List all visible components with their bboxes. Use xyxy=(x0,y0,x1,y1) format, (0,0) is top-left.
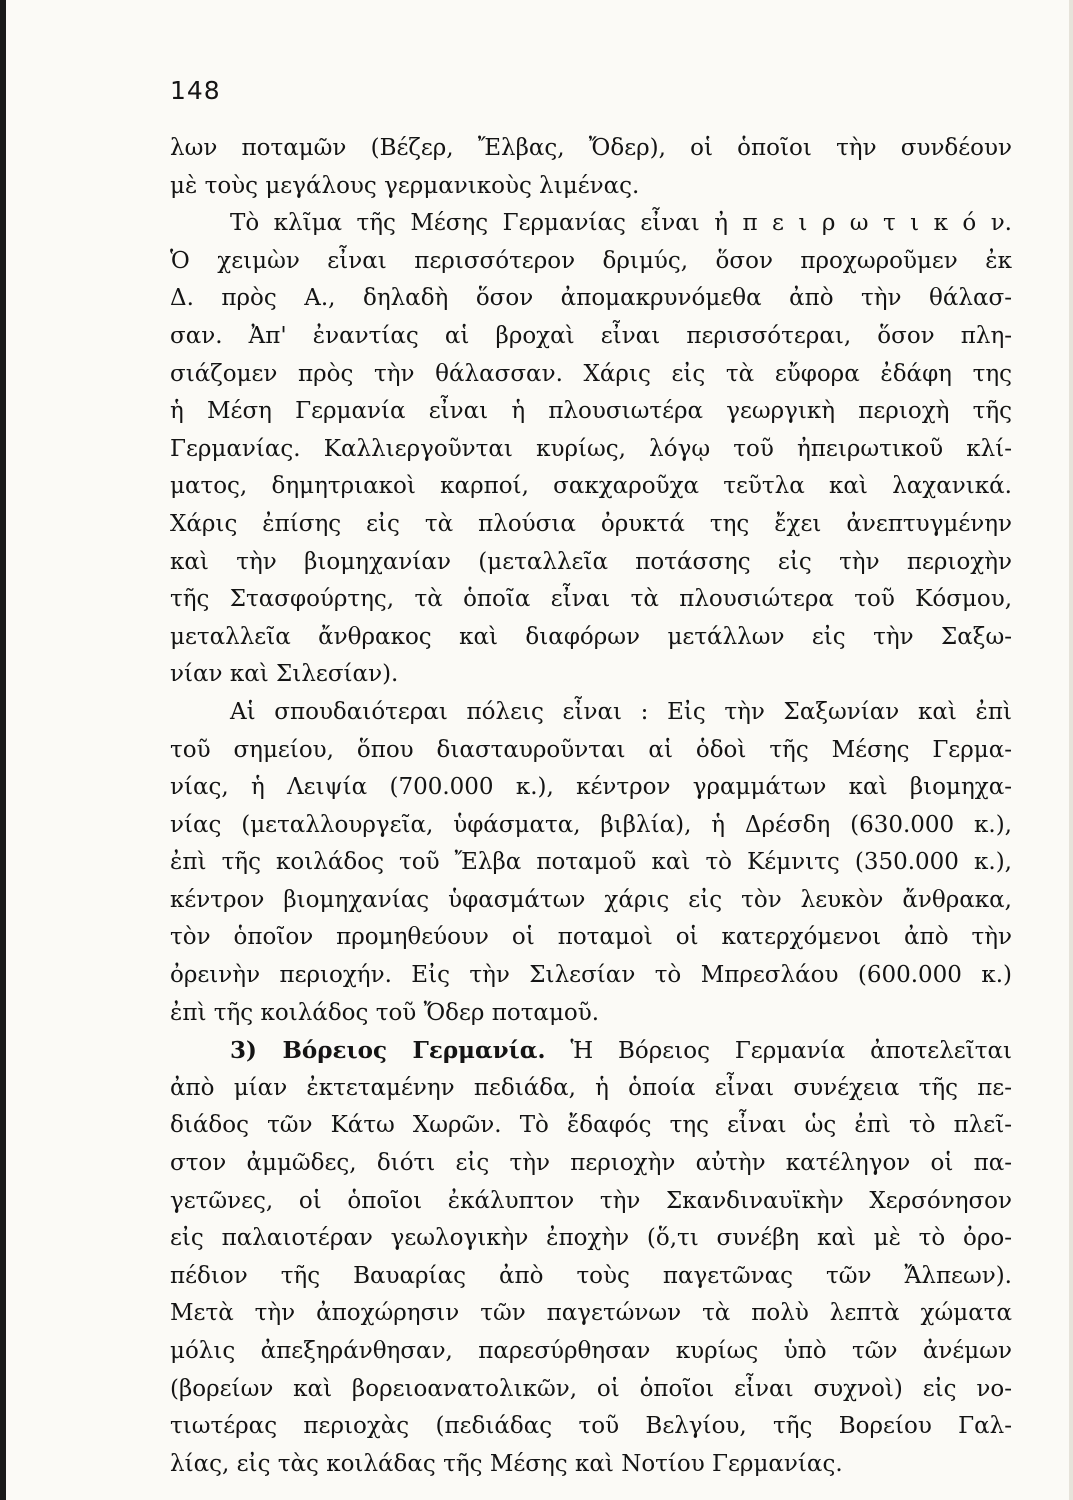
text-line: εἰς παλαιοτέραν γεωλογικὴν ἐποχὴν (ὅ,τι συνέβη καὶ μὲ τὸ ὀρο- xyxy=(170,1225,1012,1252)
body-text xyxy=(170,130,1012,1483)
text-line: ὀρεινὴν περιοχήν. Εἰς τὴν Σιλεσίαν τὸ Μπρεσλάου (600.000 κ.) xyxy=(170,962,1012,989)
text-line: Χάρις ἐπίσης εἰς τὰ πλούσια ὀρυκτά της ἔχει ἀνεπτυγμένην xyxy=(170,510,1012,537)
text-line: λων ποταμῶν (Βέζερ, Ἔλβας, Ὄδερ), οἱ ὁποῖοι τὴν συνδέουν xyxy=(170,135,1012,161)
text-line: τοῦ σημείου, ὅπου διασταυροῦνται αἱ ὁδοὶ τῆς Μέσης Γερμα- xyxy=(170,736,1012,763)
text-line: καὶ τὴν βιομηχανίαν (μεταλλεῖα ποτάσσης εἰς τὴν περιοχὴν xyxy=(170,548,1012,575)
text-line: τιωτέρας περιοχὰς (πεδιάδας τοῦ Βελγίου, τῆς Βορείου Γαλ- xyxy=(170,1413,1012,1440)
text-line: Μετὰ τὴν ἀποχώρησιν τῶν παγετώνων τὰ πολὺ λεπτὰ χώματα xyxy=(170,1300,1012,1327)
paragraph-north-germany-start xyxy=(170,1032,1012,1070)
text-line: σιάζομεν πρὸς τὴν θάλασσαν. Χάρις εἰς τὰ εὔφορα ἐδάφη της xyxy=(170,360,1012,387)
text-line: στον ἀμμῶδες, διότι εἰς τὴν περιοχὴν αὐτὴν κατέληγον οἱ πα- xyxy=(170,1150,1012,1177)
text-line: μὲ τοὺς μεγάλους γερμανικοὺς λιμένας. xyxy=(170,172,640,199)
page-number: 148 xyxy=(170,76,221,105)
text-line: μόλις ἀπεξηράνθησαν, παρεσύρθησαν κυρίως ὑπὸ τῶν ἀνέμων xyxy=(170,1338,1012,1364)
text-line: μεταλλεῖα ἄνθρακος καὶ διαφόρων μετάλλων εἰς τὴν Σαξω- xyxy=(170,623,1012,650)
text-line: Γερμανίας. Καλλιεργοῦνται κυρίως, λόγῳ τοῦ ἠπειρωτικοῦ κλί- xyxy=(170,435,1012,462)
paragraph-cities-start: Αἱ σπουδαιότεραι πόλεις εἶναι : Εἰς τὴν Σαξωνίαν καὶ ἐπὶ xyxy=(230,698,1012,725)
text-line: ἐπὶ τῆς κοιλάδος τοῦ Ἔλβα ποταμοῦ καὶ τὸ Κέμνιτς (350.000 κ.), xyxy=(170,849,1012,876)
section-heading: 3) Βόρειος Γερμανία. xyxy=(230,1037,546,1065)
text-line: ἀπὸ μίαν ἐκτεταμένην πεδιάδα, ἡ ὁποία εἶναι συνέχεια τῆς πε- xyxy=(170,1074,1012,1101)
paragraph-climate-start: Τὸ κλῖμα τῆς Μέσης Γερμανίας εἶναι ἠ π ε ι ρ ω τ ι κ ό ν. xyxy=(230,210,1012,237)
text-line: Ἡ Βόρειος Γερμανία ἀποτελεῖται xyxy=(570,1038,1012,1065)
text-line: λίας, εἰς τὰς κοιλάδας τῆς Μέσης καὶ Νοτίου Γερμανίας. xyxy=(170,1450,843,1477)
text-line: ἐπὶ τῆς κοιλάδος τοῦ Ὄδερ ποταμοῦ. xyxy=(170,999,600,1026)
text-line: τῆς Στασφούρτης, τὰ ὁποῖα εἶναι τὰ πλουσιώτερα τοῦ Κόσμου, xyxy=(170,586,1012,613)
text-line: ματος, δημητριακοὶ καρποί, σακχαροῦχα τεῦτλα καὶ λαχανικά. xyxy=(170,473,1012,500)
text-line: Δ. πρὸς Α., δηλαδὴ ὅσον ἀπομακρυνόμεθα ἀπὸ τὴν θάλασ- xyxy=(170,285,1012,312)
text-line: νίας, ἡ Λειψία (700.000 κ.), κέντρον γραμμάτων καὶ βιομηχα- xyxy=(170,774,1012,801)
text-line: κέντρον βιομηχανίας ὑφασμάτων χάρις εἰς τὸν λευκὸν ἄνθρακα, xyxy=(170,886,1012,913)
text-line: νίαν καὶ Σιλεσίαν). xyxy=(170,661,399,688)
text-line: (βορείων καὶ βορειοανατολικῶν, οἱ ὁποῖοι εἶναι συχνοὶ) εἰς νο- xyxy=(170,1375,1012,1402)
text-line: τὸν ὁποῖον προμηθεύουν οἱ ποταμοὶ οἱ κατερχόμενοι ἀπὸ τὴν xyxy=(170,924,1012,951)
text-line: γετῶνες, οἱ ὁποῖοι ἐκάλυπτον τὴν Σκανδιναυϊκὴν Χερσόνησον xyxy=(170,1187,1012,1214)
text-line: ἡ Μέση Γερμανία εἶναι ἡ πλουσιωτέρα γεωργικὴ περιοχὴ τῆς xyxy=(170,398,1012,425)
text-line: πέδιον τῆς Βαυαρίας ἀπὸ τοὺς παγετῶνας τῶν Ἄλπεων). xyxy=(170,1262,1012,1289)
text-line: νίας (μεταλλουργεῖα, ὑφάσματα, βιβλία), ἡ Δρέσδη (630.000 κ.), xyxy=(170,811,1012,838)
text-line: διάδος τῶν Κάτω Χωρῶν. Τὸ ἔδαφός της εἶναι ὡς ἐπὶ τὸ πλεῖ- xyxy=(170,1112,1012,1139)
text-line: σαν. Ἀπ' ἐναντίας αἱ βροχαὶ εἶναι περισσότεραι, ὅσον πλη- xyxy=(170,322,1012,349)
text-line: Ὁ χειμὼν εἶναι περισσότερον δριμύς, ὅσον προχωροῦμεν ἐκ xyxy=(170,247,1012,274)
